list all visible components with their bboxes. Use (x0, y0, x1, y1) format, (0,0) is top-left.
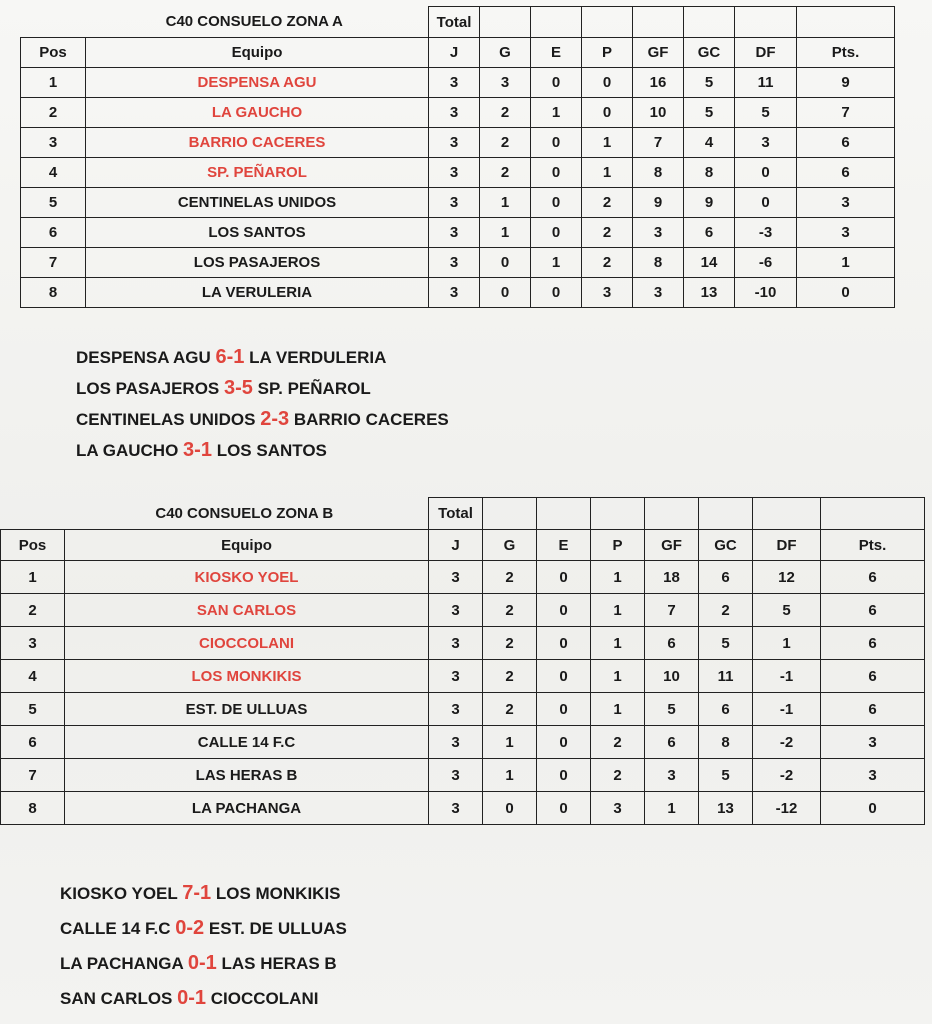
standings-row (1, 726, 925, 759)
points-cell: 6 (821, 627, 925, 660)
played-cell: 3 (429, 594, 483, 627)
header-equipo: Equipo (86, 38, 429, 68)
empty-cell (753, 498, 821, 530)
header-gc: GC (699, 530, 753, 561)
empty-cell (821, 498, 925, 530)
home-team: DESPENSA AGU (76, 348, 211, 367)
away-team: EST. DE ULLUAS (208, 919, 347, 938)
played-cell: 3 (429, 68, 480, 98)
lost-cell: 3 (582, 278, 633, 308)
pos-cell: 8 (1, 792, 65, 825)
drawn-cell: 0 (531, 188, 582, 218)
drawn-cell: 0 (537, 759, 591, 792)
pos-cell: 4 (1, 660, 65, 693)
goals-against-cell: 13 (684, 278, 735, 308)
lost-cell: 2 (591, 759, 645, 792)
goal-diff-cell: 0 (735, 188, 797, 218)
pos-cell: 2 (1, 594, 65, 627)
team-name: LAS HERAS B (65, 759, 429, 792)
won-cell: 2 (483, 693, 537, 726)
match-score: 3-5 (224, 377, 253, 399)
team-name: CALLE 14 F.C (65, 726, 429, 759)
standings-row (21, 248, 895, 278)
goals-against-cell: 6 (684, 218, 735, 248)
team-name: DESPENSA AGU (86, 68, 429, 98)
won-cell: 1 (483, 726, 537, 759)
goals-against-cell: 14 (684, 248, 735, 278)
away-team: SP. PEÑAROL (257, 379, 371, 398)
lost-cell: 1 (591, 660, 645, 693)
header-e: E (531, 38, 582, 68)
points-cell: 7 (797, 98, 895, 128)
goal-diff-cell: 5 (753, 594, 821, 627)
team-name: LA PACHANGA (65, 792, 429, 825)
goals-for-cell: 8 (633, 248, 684, 278)
standings-row (21, 158, 895, 188)
header-pts: Pts. (797, 38, 895, 68)
zona-a-standings-table (20, 6, 895, 308)
header-pts: Pts. (821, 530, 925, 561)
away-team: LOS MONKIKIS (215, 884, 341, 903)
zona-b-title: C40 CONSUELO ZONA B (1, 498, 429, 530)
match-score: 0-2 (175, 917, 205, 939)
empty-cell (591, 498, 645, 530)
home-team: LA PACHANGA (60, 954, 184, 973)
goals-against-cell: 5 (699, 759, 753, 792)
empty-cell (633, 7, 684, 38)
pos-cell: 1 (21, 68, 86, 98)
goals-against-cell: 8 (684, 158, 735, 188)
header-df: DF (735, 38, 797, 68)
lost-cell: 1 (582, 158, 633, 188)
drawn-cell: 0 (531, 278, 582, 308)
points-cell: 9 (797, 68, 895, 98)
team-name: BARRIO CACERES (86, 128, 429, 158)
goals-for-cell: 10 (645, 660, 699, 693)
played-cell: 3 (429, 128, 480, 158)
points-cell: 6 (821, 561, 925, 594)
won-cell: 0 (480, 248, 531, 278)
played-cell: 3 (429, 278, 480, 308)
standings-row (1, 759, 925, 792)
points-cell: 3 (821, 726, 925, 759)
won-cell: 2 (480, 98, 531, 128)
standings-row (21, 278, 895, 308)
points-cell: 6 (797, 128, 895, 158)
points-cell: 0 (821, 792, 925, 825)
match-result (76, 404, 449, 435)
goals-for-cell: 6 (645, 627, 699, 660)
match-score: 3-1 (183, 439, 212, 461)
lost-cell: 1 (582, 128, 633, 158)
header-gf: GF (633, 38, 684, 68)
goals-for-cell: 1 (645, 792, 699, 825)
lost-cell: 1 (591, 627, 645, 660)
drawn-cell: 0 (531, 128, 582, 158)
goals-for-cell: 10 (633, 98, 684, 128)
empty-cell (537, 498, 591, 530)
goals-for-cell: 7 (645, 594, 699, 627)
away-team: LA VERDULERIA (249, 348, 387, 367)
goal-diff-cell: -10 (735, 278, 797, 308)
empty-cell (684, 7, 735, 38)
empty-cell (645, 498, 699, 530)
match-score: 0-1 (177, 987, 207, 1009)
zona-a-title: C40 CONSUELO ZONA A (21, 7, 429, 38)
team-name: SP. PEÑAROL (86, 158, 429, 188)
team-name: LOS PASAJEROS (86, 248, 429, 278)
won-cell: 2 (483, 594, 537, 627)
drawn-cell: 0 (537, 792, 591, 825)
lost-cell: 0 (582, 68, 633, 98)
header-g: G (480, 38, 531, 68)
drawn-cell: 0 (531, 68, 582, 98)
standings-row (21, 98, 895, 128)
points-cell: 6 (821, 594, 925, 627)
home-team: KIOSKO YOEL (60, 884, 178, 903)
won-cell: 1 (480, 188, 531, 218)
lost-cell: 1 (591, 594, 645, 627)
match-score: 0-1 (187, 952, 217, 974)
goal-diff-cell: 3 (735, 128, 797, 158)
drawn-cell: 0 (537, 726, 591, 759)
drawn-cell: 0 (537, 627, 591, 660)
header-p: P (591, 530, 645, 561)
drawn-cell: 0 (537, 660, 591, 693)
goals-against-cell: 6 (699, 561, 753, 594)
drawn-cell: 0 (531, 158, 582, 188)
pos-cell: 5 (21, 188, 86, 218)
match-result (76, 373, 449, 404)
pos-cell: 7 (1, 759, 65, 792)
match-result (60, 911, 347, 946)
lost-cell: 3 (591, 792, 645, 825)
played-cell: 3 (429, 792, 483, 825)
points-cell: 3 (797, 218, 895, 248)
empty-cell (483, 498, 537, 530)
header-j: J (429, 38, 480, 68)
won-cell: 2 (483, 660, 537, 693)
lost-cell: 2 (582, 248, 633, 278)
standings-row (21, 188, 895, 218)
lost-cell: 2 (582, 218, 633, 248)
goal-diff-cell: 0 (735, 158, 797, 188)
team-name: LOS MONKIKIS (65, 660, 429, 693)
goal-diff-cell: -2 (753, 726, 821, 759)
goal-diff-cell: -1 (753, 660, 821, 693)
standings-row (1, 693, 925, 726)
played-cell: 3 (429, 759, 483, 792)
empty-cell (797, 7, 895, 38)
zona-a-results (76, 342, 449, 466)
match-score: 2-3 (260, 408, 290, 430)
goals-for-cell: 3 (633, 278, 684, 308)
header-e: E (537, 530, 591, 561)
header-g: G (483, 530, 537, 561)
points-cell: 3 (821, 759, 925, 792)
won-cell: 1 (483, 759, 537, 792)
played-cell: 3 (429, 98, 480, 128)
header-p: P (582, 38, 633, 68)
won-cell: 3 (480, 68, 531, 98)
goals-for-cell: 3 (645, 759, 699, 792)
standings-row (1, 627, 925, 660)
won-cell: 2 (483, 627, 537, 660)
header-df: DF (753, 530, 821, 561)
played-cell: 3 (429, 248, 480, 278)
drawn-cell: 1 (531, 248, 582, 278)
home-team: CENTINELAS UNIDOS (76, 410, 256, 429)
played-cell: 3 (429, 660, 483, 693)
standings-row (21, 68, 895, 98)
played-cell: 3 (429, 627, 483, 660)
team-name: LA VERULERIA (86, 278, 429, 308)
goals-against-cell: 4 (684, 128, 735, 158)
match-result (76, 435, 449, 466)
won-cell: 0 (483, 792, 537, 825)
team-name: CENTINELAS UNIDOS (86, 188, 429, 218)
pos-cell: 1 (1, 561, 65, 594)
standings-row (1, 792, 925, 825)
match-score: 7-1 (182, 882, 212, 904)
team-name: LA GAUCHO (86, 98, 429, 128)
match-result (60, 981, 347, 1016)
won-cell: 2 (483, 561, 537, 594)
goals-against-cell: 13 (699, 792, 753, 825)
zona-b-results (60, 876, 347, 1016)
match-result (60, 876, 347, 911)
header-equipo: Equipo (65, 530, 429, 561)
empty-cell (735, 7, 797, 38)
pos-cell: 3 (1, 627, 65, 660)
team-name: CIOCCOLANI (65, 627, 429, 660)
pos-cell: 6 (1, 726, 65, 759)
standings-row (21, 128, 895, 158)
points-cell: 3 (797, 188, 895, 218)
empty-cell (699, 498, 753, 530)
standings-row (1, 660, 925, 693)
team-name: LOS SANTOS (86, 218, 429, 248)
played-cell: 3 (429, 561, 483, 594)
goal-diff-cell: 12 (753, 561, 821, 594)
header-pos: Pos (1, 530, 65, 561)
pos-cell: 4 (21, 158, 86, 188)
points-cell: 6 (797, 158, 895, 188)
goals-for-cell: 3 (633, 218, 684, 248)
goals-against-cell: 2 (699, 594, 753, 627)
lost-cell: 1 (591, 693, 645, 726)
played-cell: 3 (429, 188, 480, 218)
goals-against-cell: 8 (699, 726, 753, 759)
goals-against-cell: 6 (699, 693, 753, 726)
pos-cell: 5 (1, 693, 65, 726)
played-cell: 3 (429, 158, 480, 188)
team-name: KIOSKO YOEL (65, 561, 429, 594)
drawn-cell: 1 (531, 98, 582, 128)
goal-diff-cell: 11 (735, 68, 797, 98)
goals-against-cell: 11 (699, 660, 753, 693)
header-gf: GF (645, 530, 699, 561)
goal-diff-cell: 5 (735, 98, 797, 128)
goal-diff-cell: -12 (753, 792, 821, 825)
goals-for-cell: 8 (633, 158, 684, 188)
lost-cell: 2 (582, 188, 633, 218)
home-team: SAN CARLOS (60, 989, 173, 1008)
empty-cell (480, 7, 531, 38)
won-cell: 1 (480, 218, 531, 248)
goals-for-cell: 7 (633, 128, 684, 158)
pos-cell: 2 (21, 98, 86, 128)
won-cell: 2 (480, 158, 531, 188)
won-cell: 0 (480, 278, 531, 308)
empty-cell (531, 7, 582, 38)
lost-cell: 0 (582, 98, 633, 128)
away-team: BARRIO CACERES (293, 410, 449, 429)
goals-against-cell: 5 (684, 68, 735, 98)
points-cell: 0 (797, 278, 895, 308)
match-result (60, 946, 347, 981)
goal-diff-cell: -3 (735, 218, 797, 248)
lost-cell: 2 (591, 726, 645, 759)
points-cell: 6 (821, 693, 925, 726)
lost-cell: 1 (591, 561, 645, 594)
drawn-cell: 0 (531, 218, 582, 248)
zona-b-standings-table (0, 497, 925, 825)
standings-row (1, 561, 925, 594)
header-j: J (429, 530, 483, 561)
played-cell: 3 (429, 726, 483, 759)
standings-row (1, 594, 925, 627)
match-score: 6-1 (215, 346, 245, 368)
won-cell: 2 (480, 128, 531, 158)
points-cell: 6 (821, 660, 925, 693)
team-name: EST. DE ULLUAS (65, 693, 429, 726)
empty-cell (582, 7, 633, 38)
home-team: LOS PASAJEROS (76, 379, 220, 398)
goals-against-cell: 9 (684, 188, 735, 218)
goals-for-cell: 9 (633, 188, 684, 218)
goal-diff-cell: -2 (753, 759, 821, 792)
away-team: CIOCCOLANI (210, 989, 319, 1008)
zona-b-total-label: Total (429, 498, 483, 530)
drawn-cell: 0 (537, 561, 591, 594)
standings-row (21, 218, 895, 248)
points-cell: 1 (797, 248, 895, 278)
pos-cell: 3 (21, 128, 86, 158)
home-team: CALLE 14 F.C (60, 919, 171, 938)
match-result (76, 342, 449, 373)
drawn-cell: 0 (537, 594, 591, 627)
goals-against-cell: 5 (699, 627, 753, 660)
goals-for-cell: 5 (645, 693, 699, 726)
pos-cell: 6 (21, 218, 86, 248)
goals-against-cell: 5 (684, 98, 735, 128)
goals-for-cell: 18 (645, 561, 699, 594)
played-cell: 3 (429, 693, 483, 726)
home-team: LA GAUCHO (76, 441, 179, 460)
header-gc: GC (684, 38, 735, 68)
goals-for-cell: 16 (633, 68, 684, 98)
goals-for-cell: 6 (645, 726, 699, 759)
zona-a-total-label: Total (429, 7, 480, 38)
goal-diff-cell: -6 (735, 248, 797, 278)
drawn-cell: 0 (537, 693, 591, 726)
pos-cell: 8 (21, 278, 86, 308)
away-team: LAS HERAS B (221, 954, 337, 973)
goal-diff-cell: 1 (753, 627, 821, 660)
goal-diff-cell: -1 (753, 693, 821, 726)
away-team: LOS SANTOS (216, 441, 327, 460)
team-name: SAN CARLOS (65, 594, 429, 627)
header-pos: Pos (21, 38, 86, 68)
pos-cell: 7 (21, 248, 86, 278)
played-cell: 3 (429, 218, 480, 248)
